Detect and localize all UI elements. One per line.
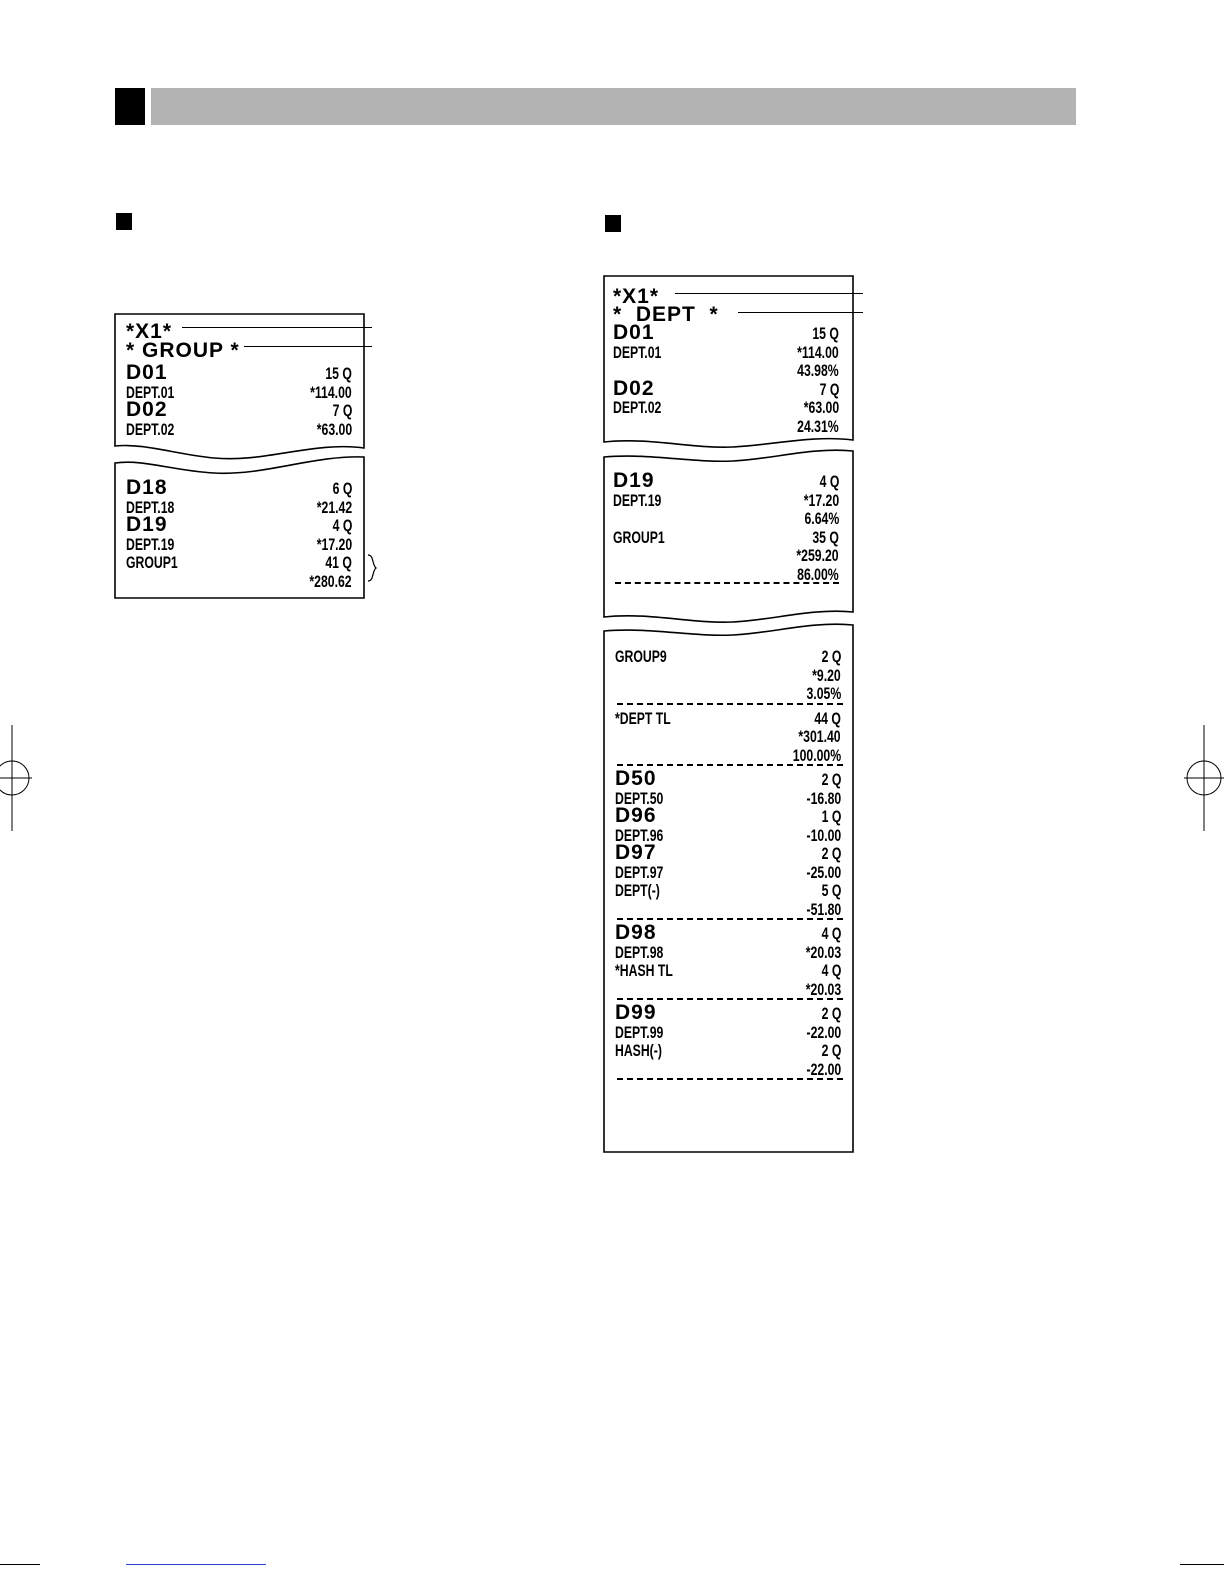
receipt-label: DEPT.97 — [615, 862, 664, 882]
dept-receipt — [603, 275, 855, 1155]
receipt-value: -22.00 — [806, 1059, 841, 1079]
receipt-code: D97 — [615, 841, 657, 864]
receipt-label: GROUP1 — [613, 527, 665, 547]
receipt-value: 3.05% — [806, 684, 841, 703]
receipt-label: HASH(-) — [615, 1041, 662, 1060]
receipt-separator — [617, 703, 843, 705]
group-total-brace — [366, 553, 380, 583]
receipt-label: DEPT.99 — [615, 1022, 664, 1042]
receipt-label: GROUP9 — [615, 647, 667, 666]
receipt-value: 15 Q — [325, 364, 352, 383]
receipt-value: 1 Q — [821, 807, 841, 826]
receipt-value: *301.40 — [798, 727, 841, 746]
receipt-value: 86.00% — [797, 564, 839, 584]
receipt-value: 2 Q — [821, 770, 841, 789]
section-title-bar — [151, 88, 1076, 125]
receipt-value: *280.62 — [309, 571, 352, 591]
footer-rule-left — [0, 1564, 40, 1565]
receipt-value: -51.80 — [806, 899, 841, 919]
group-title-leader — [244, 346, 372, 347]
receipt-value: 2 Q — [821, 1004, 841, 1023]
receipt-value: -22.00 — [806, 1022, 841, 1042]
receipt-code: D99 — [615, 1001, 657, 1024]
receipt-value: 2 Q — [821, 647, 841, 666]
receipt-code: D18 — [126, 476, 168, 499]
receipt-label: *HASH TL — [615, 961, 673, 980]
receipt-value: 6 Q — [332, 479, 352, 498]
receipt-separator — [617, 998, 843, 1000]
receipt-label: DEPT.02 — [126, 419, 175, 439]
receipt-value: 6.64% — [804, 509, 839, 528]
receipt-separator — [615, 582, 839, 584]
receipt-value: *9.20 — [812, 665, 841, 685]
section-number-block — [115, 88, 145, 125]
receipt-value: 4 Q — [819, 472, 839, 491]
receipt-separator — [617, 918, 843, 920]
receipt-value: *17.20 — [316, 534, 352, 554]
receipt-value: 2 Q — [821, 844, 841, 863]
receipt-value: 7 Q — [332, 401, 352, 420]
footer-link-line — [126, 1564, 266, 1565]
group-report-title: * GROUP * — [126, 339, 240, 362]
receipt-value: -25.00 — [806, 862, 841, 882]
receipt-separator — [617, 764, 843, 766]
receipt-value: 5 Q — [821, 881, 841, 900]
receipt-value: *114.00 — [310, 382, 352, 402]
receipt-label: *DEPT TL — [615, 708, 671, 728]
receipt-label: DEPT.01 — [126, 382, 175, 402]
receipt-value: 35 Q — [812, 527, 839, 547]
receipt-value: -10.00 — [806, 825, 841, 845]
receipt-code: D98 — [615, 921, 657, 944]
dept-title-leader — [738, 312, 863, 313]
receipt-code: D50 — [615, 767, 657, 790]
receipt-value: *17.20 — [803, 490, 839, 510]
receipt-label: DEPT.01 — [613, 342, 662, 362]
receipt-label: DEPT.02 — [613, 398, 662, 417]
group-receipt — [114, 313, 366, 603]
receipt-value: -16.80 — [806, 788, 841, 808]
group-section-marker — [116, 213, 132, 230]
receipt-value: *20.03 — [805, 979, 841, 999]
receipt-label: DEPT.96 — [615, 825, 664, 845]
receipt-value: 15 Q — [812, 324, 839, 343]
dept-report-title: * DEPT * — [613, 303, 719, 326]
receipt-label: DEPT.50 — [615, 788, 664, 808]
receipt-value: 100.00% — [792, 745, 841, 765]
receipt-separator — [617, 1078, 843, 1080]
receipt-value: 24.31% — [797, 416, 839, 436]
receipt-value: 43.98% — [797, 361, 839, 380]
receipt-value: *63.00 — [803, 398, 839, 417]
receipt-value: 44 Q — [814, 708, 841, 728]
receipt-code: D02 — [126, 398, 168, 421]
receipt-code: D19 — [126, 513, 168, 536]
receipt-code: D01 — [613, 321, 655, 344]
receipt-value: *63.00 — [316, 419, 352, 439]
receipt-value: 4 Q — [332, 516, 352, 535]
group-x1-label: *X1* — [126, 320, 173, 343]
dept-section-marker — [605, 215, 621, 232]
receipt-code: D01 — [126, 361, 168, 384]
receipt-label: DEPT(-) — [615, 881, 660, 900]
receipt-value: 4 Q — [821, 961, 841, 980]
dept-x1-leader — [675, 293, 863, 294]
group-x1-leader — [182, 327, 372, 328]
receipt-value: *21.42 — [316, 497, 352, 517]
receipt-label: DEPT.18 — [126, 497, 175, 517]
receipt-value: *114.00 — [797, 342, 839, 362]
receipt-value: *20.03 — [805, 942, 841, 962]
receipt-value: 4 Q — [821, 924, 841, 943]
left-crop-mark — [0, 725, 32, 835]
receipt-code: D02 — [613, 376, 655, 400]
dept-x1-label: *X1* — [613, 285, 660, 308]
receipt-label: DEPT.98 — [615, 942, 664, 962]
receipt-code: D96 — [615, 804, 657, 827]
right-crop-mark — [1184, 725, 1224, 835]
receipt-label: DEPT.19 — [613, 490, 662, 510]
receipt-value: *259.20 — [796, 546, 839, 565]
receipt-code: D19 — [613, 469, 655, 492]
footer-rule-right — [1180, 1564, 1224, 1565]
receipt-value: 2 Q — [821, 1041, 841, 1060]
receipt-value: 7 Q — [819, 379, 839, 399]
receipt-label: DEPT.19 — [126, 534, 175, 554]
receipt-label: GROUP1 — [126, 553, 178, 572]
receipt-value: 41 Q — [325, 553, 352, 572]
